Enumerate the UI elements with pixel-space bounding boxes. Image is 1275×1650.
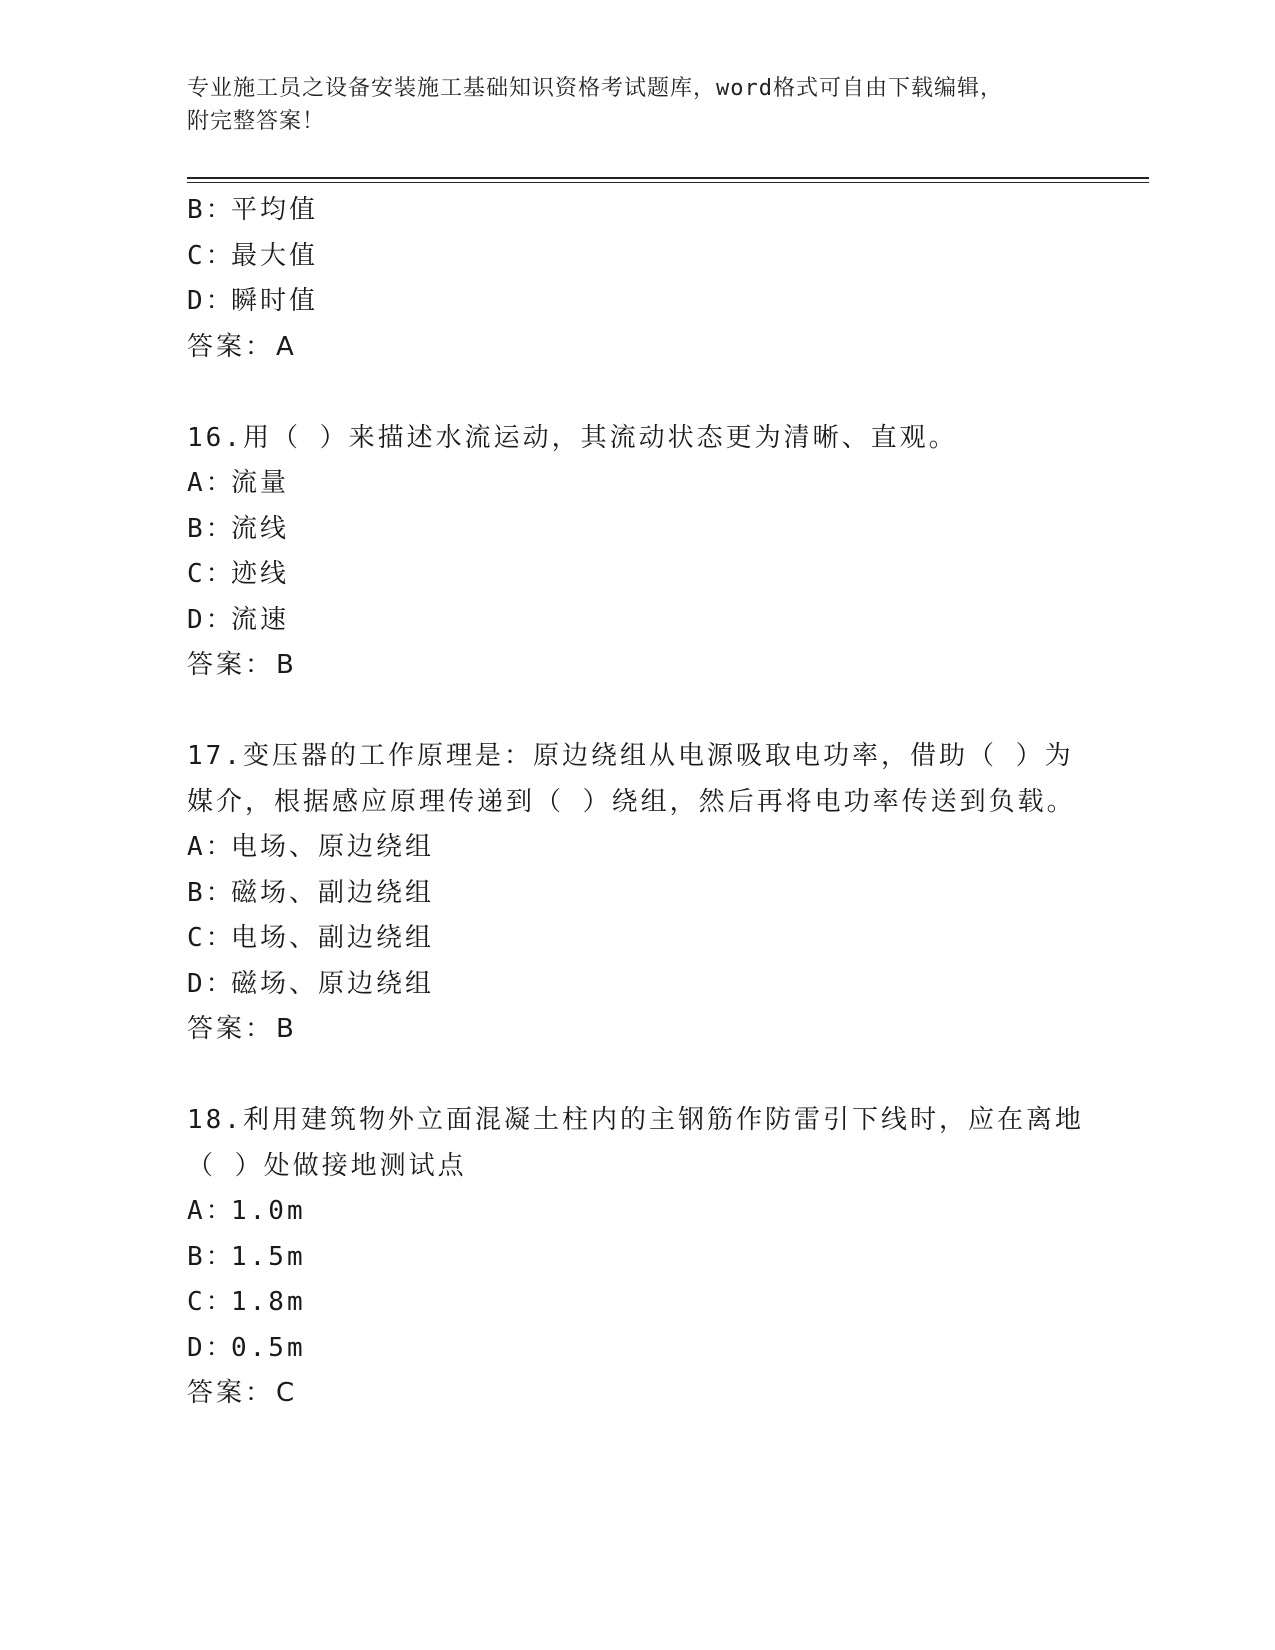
- option-text: 1.8m: [231, 1287, 306, 1317]
- spacer: [187, 1053, 1147, 1099]
- header-divider-thick: [187, 177, 1149, 179]
- header-title-line-1: 专业施工员之设备安装施工基础知识资格考试题库，word格式可自由下载编辑，: [187, 76, 1003, 101]
- question-15-tail: [187, 188, 1147, 370]
- question-18: [187, 1098, 1092, 1417]
- option-d: [187, 1326, 1092, 1372]
- option-c: [187, 916, 1092, 962]
- option-a: [187, 825, 1092, 871]
- option-d: [187, 962, 1092, 1008]
- option-text: 流量: [231, 468, 290, 498]
- option-key: D：: [187, 1332, 235, 1363]
- option-text: 流速: [231, 604, 290, 635]
- answer-value: B: [276, 650, 297, 680]
- answer-line: [187, 325, 1147, 371]
- option-text: 1.5m: [231, 1241, 306, 1272]
- option-key: B：: [187, 195, 235, 225]
- option-key: D：: [187, 968, 235, 999]
- option-key: B：: [187, 877, 235, 908]
- answer-value: B: [276, 1014, 297, 1044]
- option-text: 瞬时值: [231, 286, 319, 316]
- answer-line: [187, 1007, 1092, 1053]
- question-list: [187, 188, 1147, 1417]
- option-b: [187, 188, 1147, 234]
- option-key: A：: [187, 468, 235, 498]
- option-text: 电场、原边绕组: [231, 832, 435, 862]
- option-key: C：: [187, 559, 235, 589]
- question-text-line-1: 18.利用建筑物外立面混凝土柱内的主钢筋作防雷引下线时，应在离地: [187, 1105, 1084, 1135]
- option-c: [187, 234, 1147, 280]
- question-text: 16.用（ ）来描述水流运动，其流动状态更为清晰、直观。: [187, 422, 958, 453]
- option-a: [187, 461, 1092, 507]
- option-key: D：: [187, 286, 235, 316]
- option-c: [187, 552, 1092, 598]
- spacer: [187, 689, 1147, 735]
- option-b: [187, 871, 1092, 917]
- option-key: B：: [187, 513, 235, 544]
- option-c: [187, 1280, 1092, 1326]
- option-b: [187, 1235, 1092, 1281]
- question-text-line-2: 媒介，根据感应原理传递到（ ）绕组，然后再将电功率传送到负载。: [187, 786, 1076, 817]
- option-key: B：: [187, 1241, 235, 1272]
- option-text: 平均值: [231, 195, 319, 225]
- question-16: [187, 416, 1092, 689]
- option-d: [187, 279, 1147, 325]
- option-key: A：: [187, 832, 235, 862]
- question-17: [187, 734, 1092, 1053]
- option-text: 1.0m: [231, 1196, 306, 1226]
- answer-line: [187, 643, 1092, 689]
- option-key: C：: [187, 240, 235, 271]
- answer-value: C: [276, 1378, 298, 1408]
- option-key: D：: [187, 604, 235, 635]
- option-text: 磁场、副边绕组: [231, 877, 435, 908]
- option-key: C：: [187, 1287, 235, 1317]
- option-a: [187, 1189, 1092, 1235]
- option-key: C：: [187, 923, 235, 953]
- option-text: 流线: [231, 513, 290, 544]
- answer-label: 答案：: [187, 331, 275, 362]
- header-title-line-2: 附完整答案！: [187, 109, 326, 134]
- question-text-line-1: 17.变压器的工作原理是：原边绕组从电源吸取电功率，借助（ ）为: [187, 741, 1074, 771]
- option-key: A：: [187, 1196, 235, 1226]
- answer-value: A: [276, 331, 297, 362]
- header-divider-thin: [187, 182, 1149, 183]
- option-text: 电场、副边绕组: [231, 923, 435, 953]
- option-text: 磁场、原边绕组: [231, 968, 435, 999]
- answer-label: 答案：: [187, 1014, 275, 1044]
- answer-label: 答案：: [187, 650, 275, 680]
- question-text-line-2: （ ）处做接地测试点: [187, 1150, 467, 1181]
- option-text: 迹线: [231, 559, 290, 589]
- option-text: 最大值: [231, 240, 319, 271]
- option-b: [187, 507, 1092, 553]
- answer-line: [187, 1371, 1092, 1417]
- document-header: [187, 72, 1087, 138]
- option-text: 0.5m: [231, 1332, 306, 1363]
- answer-label: 答案：: [187, 1378, 275, 1408]
- option-d: [187, 598, 1092, 644]
- spacer: [187, 370, 1147, 416]
